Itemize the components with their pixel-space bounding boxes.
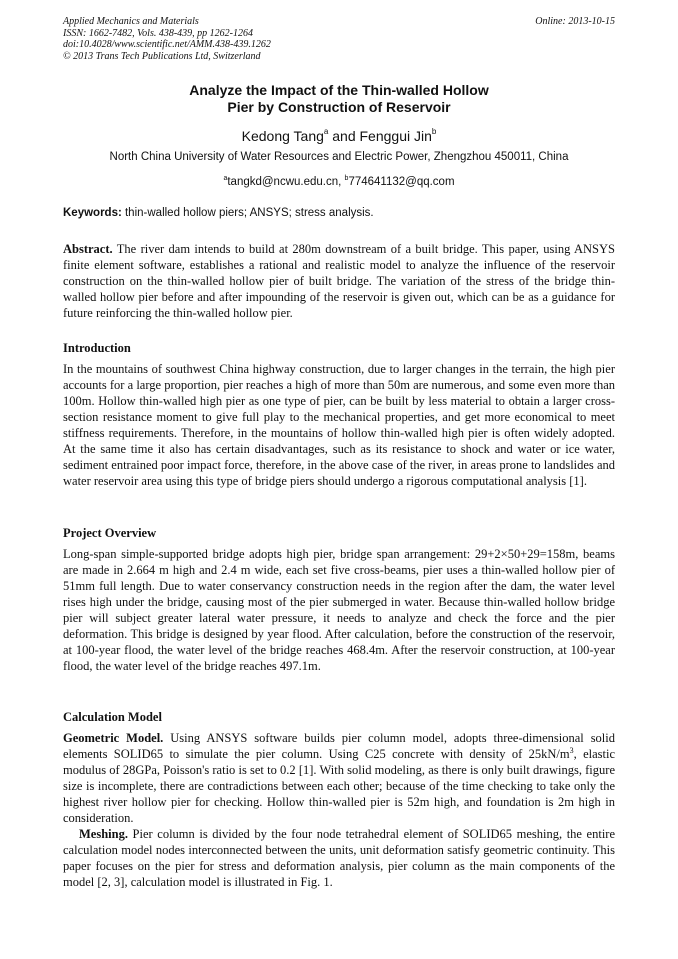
meshing-paragraph (63, 826, 615, 890)
email-b: 774641132@qq.com (348, 176, 455, 188)
author-1-affil-mark: a (323, 127, 329, 136)
author-2: Fenggui Jin (359, 128, 432, 144)
author-emails (63, 172, 615, 189)
title-line-2: Pier by Construction of Reservoir (227, 99, 451, 115)
keywords-label: Keywords: (63, 207, 122, 219)
email-mark-a: a (223, 175, 228, 182)
author-conjunction: and (328, 128, 360, 144)
keywords (63, 206, 615, 220)
abstract-paragraph (63, 241, 615, 321)
keywords-text: thin-walled hollow piers; ANSYS; stress analysis. (121, 207, 374, 219)
author-list (63, 123, 615, 145)
email-mark-b: b (344, 175, 349, 182)
cubic-superscript: 3 (569, 746, 574, 755)
geometric-model-text-b: , elastic modulus of 28GPa, Poisson's ratio is set to 0.2 [1]. With solid modeling, as there is only built drawings, figure size is incomplete, there are contradictions between each other; because of the time checking to take only the highest river hollow pier for checking. Hollow thin-walled pier is 52m high, and foundation is 2m high in consideration. (63, 747, 615, 825)
overview-heading: Project Overview (63, 526, 157, 540)
journal-name: Applied Mechanics and Materials (63, 16, 199, 27)
issn-line: ISSN: 1662-7482, Vols. 438-439, pp 1262-1264 (63, 27, 253, 39)
meshing-text: Pier column is divided by the four node tetrahedral element of SOLID65 meshing, the entire calculation model nodes interconnected between the units, unit deformation satisfy geometric continuity. This paper focuses on the pier for stress and deformation analysis, pier column as the main components of the model [2, 3], calculation model is illustrated in Fig. 1. (63, 827, 615, 889)
geometric-model-label: Geometric Model. (63, 731, 164, 745)
author-1: Kedong Tang (241, 128, 324, 144)
abstract-text: The river dam intends to build at 280m downstream of a built bridge. This paper, using ANSYS finite element software, establishes a rational and realistic model to analyze the influence of the reservoir construction on the thin-walled hollow pier of built bridge. The variation of the stress of the bridge thin-walled hollow pier before and after impounding of the reservoir is given out, which can be as a guidance for future reinforcing the thin-walled hollow pier. (63, 242, 615, 320)
running-header (63, 16, 615, 62)
meshing-label: Meshing. (79, 827, 128, 841)
calculation-model-heading: Calculation Model (63, 710, 162, 724)
email-a: tangkd@ncwu.edu.cn, (227, 176, 345, 188)
affiliation: North China University of Water Resources and Electric Power, Zhengzhou 450011, China (109, 151, 569, 163)
author-2-affil-mark: b (431, 127, 437, 136)
copyright-line: © 2013 Trans Tech Publications Ltd, Switzerland (63, 50, 261, 62)
title-line-1: Analyze the Impact of the Thin-walled Hollow (189, 82, 489, 98)
geometric-model-paragraph (63, 730, 615, 826)
introduction-heading: Introduction (63, 341, 131, 355)
online-date: Online: 2013-10-15 (535, 16, 615, 27)
paper-title (63, 82, 615, 116)
doi-line: doi:10.4028/www.scientific.net/AMM.438-439.1262 (63, 39, 271, 50)
introduction-paragraph: In the mountains of southwest China highway construction, due to larger changes in the terrain, the high pier accounts for a large proportion, pier reaches a high of more than 50m are numerous, and some even more than 100m. Hollow thin-walled high pier as one type of pier, can be built by less material to obtain a larger cross-section resistance moment to give full play to the mechanical properties, and get more economical to meet stiffness requirements. Therefore, in the mountains of hollow thin-walled high pier is often widely adopted. At the same time it also has certain disadvantages, such as its resistance to shock and water or ice water, sediment entrained poor impact force, therefore, in the above case of the river, in areas prone to landslides and water reservoir area using this type of bridge piers should undergo a rigorous computational analysis [1]. (63, 362, 615, 488)
overview-paragraph: Long-span simple-supported bridge adopts high pier, bridge span arrangement: 29+2×50+29=158m, beams are made in 2.664 m high and 2.4 m wide, each set five cross-beams, pier uses a thin-walled hollow pier of 51mm full length. Due to water conservancy construction needs in the region after the dam, the water level rises high under the bridge, causing most of the pier submerged in water. Because thin-walled hollow bridge pier will subject greater lateral water pressure, it needs to analyze and check the force and the pier deformation. This bridge is designed by year flood. After calculation, before the construction of the reservoir, at 100-year flood, the water level of the bridge reaches 468.4m. After the reservoir construction, at 100-year flood, the water level of the bridge reaches 497.1m. (63, 547, 615, 673)
abstract-label: Abstract. (63, 242, 113, 256)
geometric-model-text-a: Using ANSYS software builds pier column model, adopts three-dimensional solid elements SOLID65 to simulate the pier column. Using C25 concrete with density of 25kN/m (63, 731, 616, 761)
